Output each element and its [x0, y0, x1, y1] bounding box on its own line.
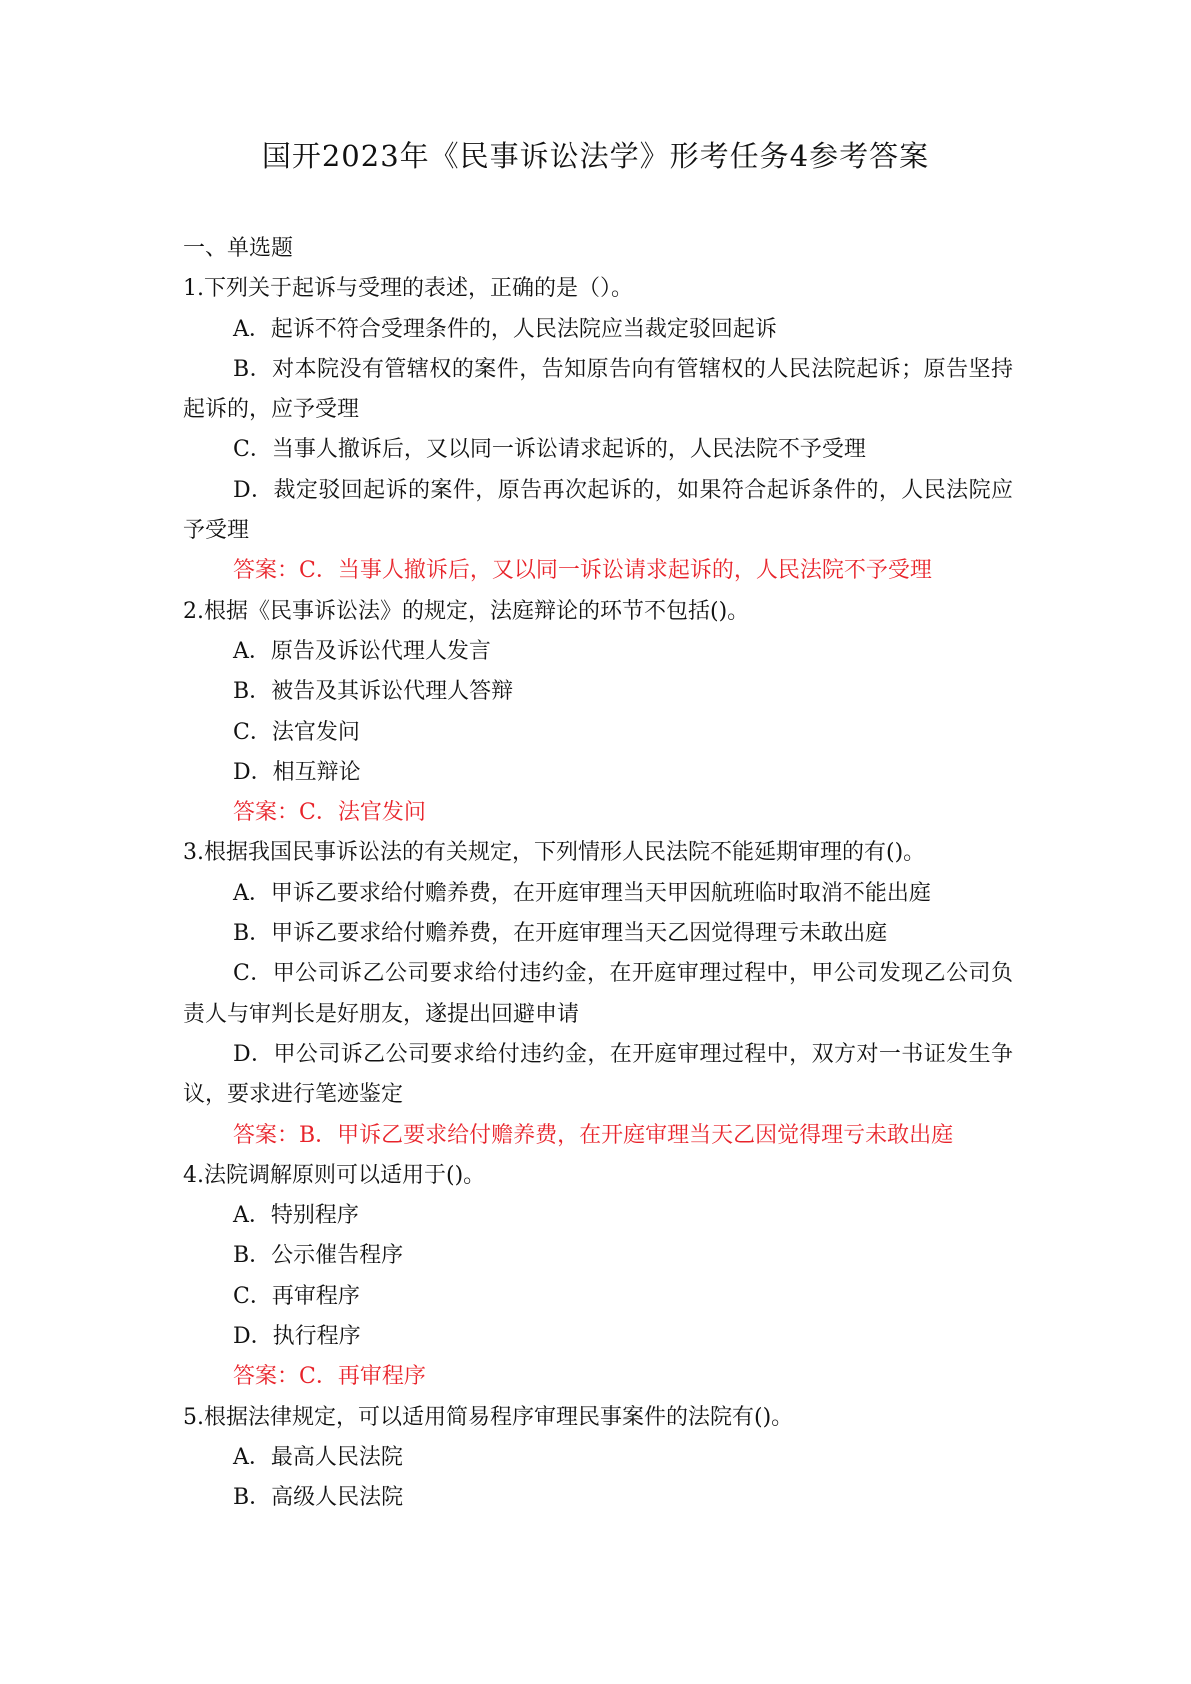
option-a: A．起诉不符合受理条件的，人民法院应当裁定驳回起诉 [233, 316, 777, 342]
question-2 [183, 592, 1013, 834]
question-5 [183, 1398, 1013, 1519]
option-a: A．甲诉乙要求给付赡养费，在开庭审理当天甲因航班临时取消不能出庭 [233, 880, 931, 906]
document-title: 国开2023年《民事诉讼法学》形考任务4参考答案 [261, 139, 930, 173]
option-d: D．相互辩论 [233, 759, 361, 785]
answer-line: 答案：C．再审程序 [233, 1364, 426, 1390]
question-stem: 3.根据我国民事诉讼法的有关规定，下列情形人民法院不能延期审理的有()。 [183, 840, 926, 866]
option-d: D．甲公司诉乙公司要求给付违约金，在开庭审理过程中，双方对一书证发生争议，要求进行笔迹鉴定 [183, 1041, 1013, 1108]
question-stem: 4.法院调解原则可以适用于()。 [183, 1162, 486, 1188]
option-b: B．公示催告程序 [233, 1243, 404, 1269]
option-b: B．高级人民法院 [233, 1485, 404, 1511]
question-4 [183, 1156, 1013, 1398]
option-b: B．对本院没有管辖权的案件，告知原告向有管辖权的人民法院起诉；原告坚持起诉的，应予受理 [183, 356, 1013, 423]
document-body [183, 229, 1013, 1519]
option-c: C．再审程序 [233, 1283, 360, 1309]
answer-line: 答案：C．当事人撤诉后，又以同一诉讼请求起诉的，人民法院不予受理 [233, 558, 932, 584]
option-b: B．甲诉乙要求给付赡养费，在开庭审理当天乙因觉得理亏未敢出庭 [233, 921, 888, 947]
question-stem: 1.下列关于起诉与受理的表述，正确的是（）。 [183, 276, 633, 302]
option-c: C．当事人撤诉后，又以同一诉讼请求起诉的，人民法院不予受理 [233, 437, 866, 463]
section-heading: 一、单选题 [183, 236, 294, 261]
option-d: D．裁定驳回起诉的案件，原告再次起诉的，如果符合起诉条件的，人民法院应予受理 [183, 477, 1013, 544]
option-a: A．特别程序 [233, 1203, 359, 1229]
question-3 [183, 833, 1013, 1155]
option-b: B．被告及其诉讼代理人答辩 [233, 679, 514, 705]
option-c: C．法官发问 [233, 719, 360, 745]
option-a: A．原告及诉讼代理人发言 [233, 638, 491, 664]
option-c: C．甲公司诉乙公司要求给付违约金，在开庭审理过程中，甲公司发现乙公司负责人与审判长是好朋友，遂提出回避申请 [183, 961, 1013, 1027]
question-1 [183, 269, 1013, 591]
option-d: D．执行程序 [233, 1324, 361, 1350]
answer-line: 答案：B．甲诉乙要求给付赡养费，在开庭审理当天乙因觉得理亏未敢出庭 [233, 1122, 954, 1148]
question-stem: 5.根据法律规定，可以适用简易程序审理民事案件的法院有()。 [183, 1404, 794, 1430]
answer-line: 答案：C．法官发问 [233, 800, 426, 826]
option-a: A．最高人民法院 [233, 1444, 403, 1470]
question-stem: 2.根据《民事诉讼法》的规定，法庭辩论的环节不包括()。 [183, 598, 750, 624]
